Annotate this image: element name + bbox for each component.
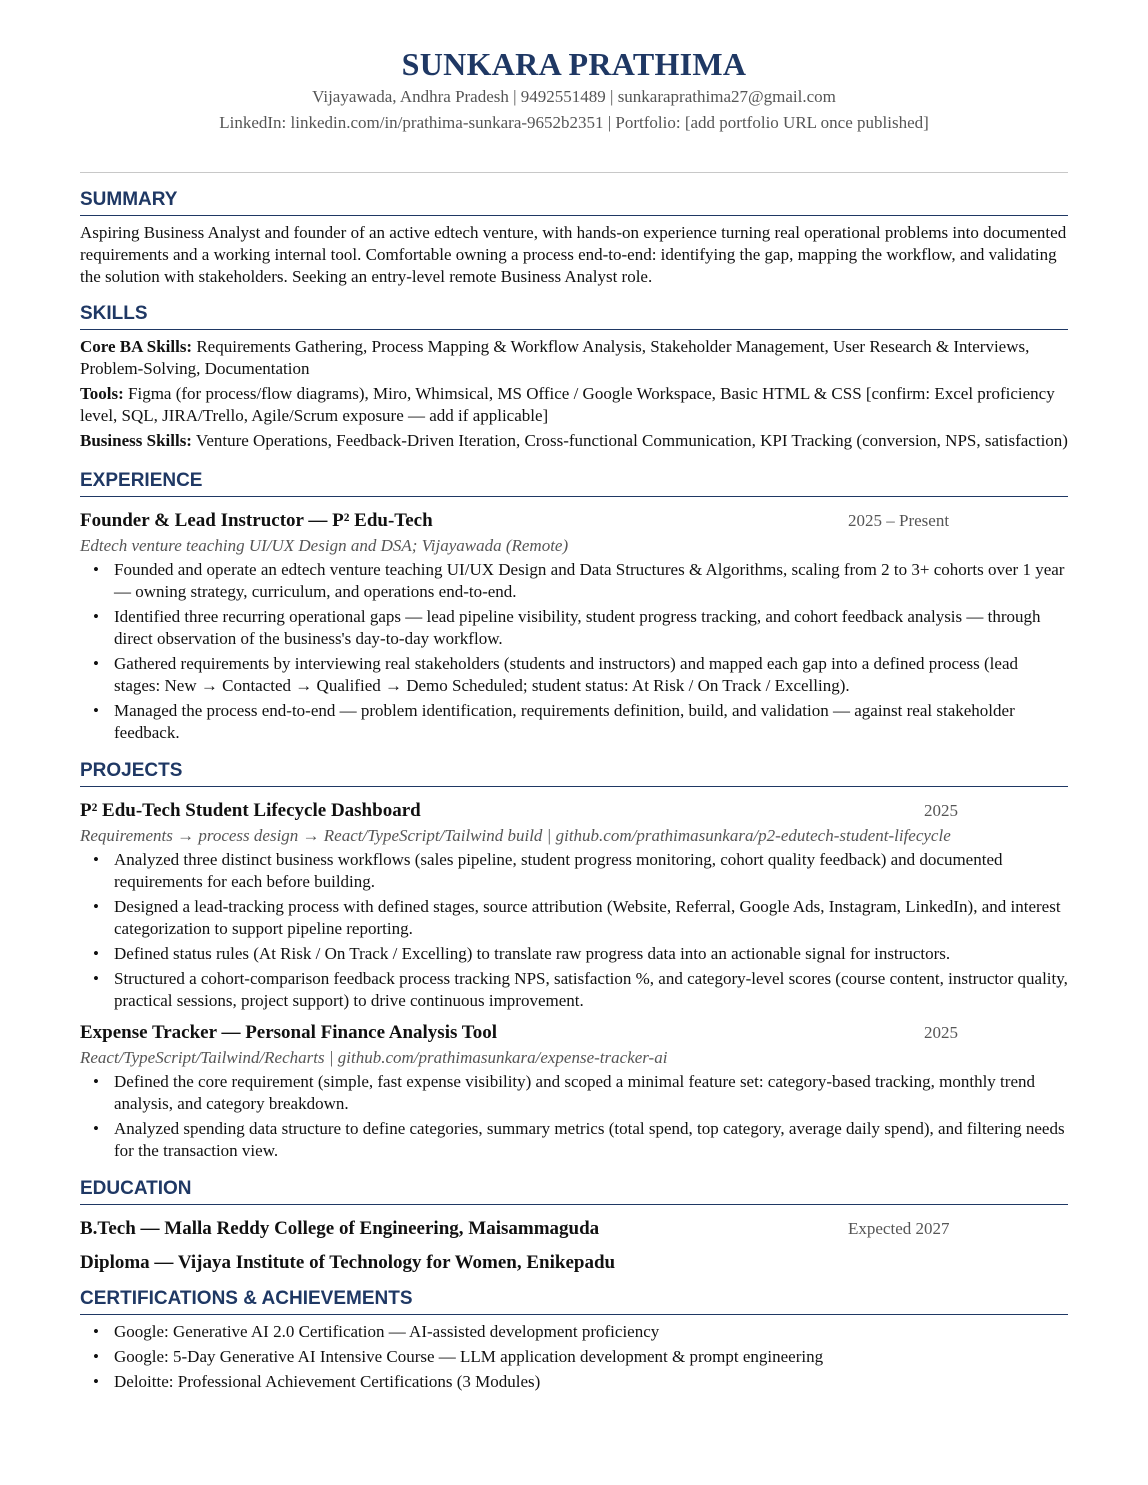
skills-heading: SKILLS <box>80 302 1068 330</box>
skill-text: Requirements Gathering, Process Mapping & Workflow Analysis, Stakeholder Management, User Research & Interviews, Problem-Solving, Documentation <box>80 337 1030 378</box>
project-bullets <box>80 849 1068 1012</box>
certifications-heading: CERTIFICATIONS & ACHIEVEMENTS <box>80 1287 1068 1315</box>
education-heading: EDUCATION <box>80 1177 1068 1205</box>
resume-header <box>0 0 1148 136</box>
skill-label: Core BA Skills: <box>80 337 193 356</box>
candidate-name: SUNKARA PRATHIMA <box>401 46 747 82</box>
certification-bullets <box>80 1321 1068 1393</box>
skill-label: Business Skills: <box>80 431 192 450</box>
project-date: 2025 <box>924 1023 958 1042</box>
project-name: P² Edu-Tech Student Lifecycle Dashboard <box>80 800 421 821</box>
list-item: • Analyzed spending data structure to define categories, summary metrics (total spend, top category, average daily spend), and filtering needs for the transaction view. <box>93 1119 1065 1160</box>
header-divider <box>80 172 1068 173</box>
resume-body <box>80 188 1068 1396</box>
education-degree: Diploma — Vijaya Institute of Technology for Women, Enikepadu <box>80 1252 616 1273</box>
project-subtitle: React/TypeScript/Tailwind/Recharts | github.com/prathimasunkara/expense-tracker-ai <box>80 1048 668 1067</box>
list-item: • Identified three recurring operational gaps — lead pipeline visibility, student progress tracking, and cohort feedback analysis — through direct observation of the business's day-to-day workflow. <box>93 607 1041 648</box>
list-item: • Gathered requirements by interviewing real stakeholders (students and instructors) and mapped each gap into a defined process (lead stages: New → Contacted → Qualified → Demo Scheduled; student status: At Risk / On Track / Excelling). <box>93 654 1018 695</box>
contact-line: Vijayawada, Andhra Pradesh | 9492551489 | sunkaraprathima27@gmail.com <box>312 87 836 106</box>
list-item: • Deloitte: Professional Achievement Certifications (3 Modules) <box>93 1372 541 1391</box>
skill-line-business <box>80 430 1068 452</box>
project-bullets <box>80 1071 1068 1162</box>
list-item: • Designed a lead-tracking process with defined stages, source attribution (Website, Referral, Google Ads, Instagram, LinkedIn), and interest categorization to support pipeline reporting. <box>93 897 1061 938</box>
list-item: • Defined the core requirement (simple, fast expense visibility) and scoped a minimal feature set: category-based tracking, monthly trend analysis, and category breakdown. <box>93 1072 1035 1113</box>
list-item: • Defined status rules (At Risk / On Track / Excelling) to translate raw progress data into an actionable signal for instructors. <box>93 944 951 963</box>
project-subtitle: Requirements → process design → React/TypeScript/Tailwind build | github.com/prathimasunkara/p2-edutech-student-lifecycle <box>80 826 951 845</box>
list-item: • Google: Generative AI 2.0 Certification — AI-assisted development proficiency <box>93 1322 660 1341</box>
skill-text: Venture Operations, Feedback-Driven Iteration, Cross-functional Communication, KPI Tracking (conversion, NPS, satisfaction) <box>191 431 1068 450</box>
list-item: • Analyzed three distinct business workflows (sales pipeline, student progress monitoring, cohort quality feedback) and documented requirements for each before building. <box>93 850 1003 891</box>
skill-line-tools <box>80 383 1068 427</box>
skill-line-core <box>80 336 1068 380</box>
education-row <box>80 1251 1068 1275</box>
project-date: 2025 <box>924 801 958 820</box>
list-item: • Managed the process end-to-end — problem identification, requirements definition, build, and validation — against real stakeholder feedback. <box>93 701 1015 742</box>
experience-date: 2025 – Present <box>848 511 950 530</box>
experience-heading: EXPERIENCE <box>80 469 1068 497</box>
experience-bullets <box>80 559 1068 744</box>
projects-heading: PROJECTS <box>80 759 1068 787</box>
list-item: • Structured a cohort-comparison feedback process tracking NPS, satisfaction %, and category-level scores (course content, instructor quality, practical sessions, project support) to drive continuous improvement. <box>93 969 1068 1010</box>
skill-label: Tools: <box>80 384 124 403</box>
experience-subtitle: Edtech venture teaching UI/UX Design and DSA; Vijayawada (Remote) <box>80 536 569 555</box>
skill-text: Figma (for process/flow diagrams), Miro, Whimsical, MS Office / Google Workspace, Basic HTML & CSS [confirm: Excel proficiency level, SQL, JIRA/Trello, Agile/Scrum exposure — add if applicable] <box>80 384 1055 425</box>
summary-heading: SUMMARY <box>80 188 1068 216</box>
education-date: Expected 2027 <box>848 1219 950 1238</box>
list-item: • Google: 5-Day Generative AI Intensive Course — LLM application development & prompt engineering <box>93 1347 824 1366</box>
list-item: • Founded and operate an edtech venture teaching UI/UX Design and Data Structures & Algorithms, scaling from 2 to 3+ cohorts over 1 year — owning strategy, curriculum, and operations end-to-end. <box>93 560 1065 601</box>
experience-role: Founder & Lead Instructor — P² Edu-Tech <box>80 510 433 531</box>
education-row <box>80 1217 1068 1241</box>
experience-role-row <box>80 509 1068 533</box>
summary-text: Aspiring Business Analyst and founder of an active edtech venture, with hands-on experience turning real operational problems into documented requirements and a working internal tool. Comfortable owning a process end-to-end: identifying the gap, mapping the workflow, and validating the solution with stakeholders. Seeking an entry-level remote Business Analyst role. <box>80 223 1067 286</box>
project-name: Expense Tracker — Personal Finance Analysis Tool <box>80 1022 497 1043</box>
links-line: LinkedIn: linkedin.com/in/prathima-sunkara-9652b2351 | Portfolio: [add portfolio URL once published] <box>219 113 929 132</box>
project-title-row <box>80 799 1068 823</box>
education-degree: B.Tech — Malla Reddy College of Engineering, Maisammaguda <box>80 1218 600 1239</box>
project-title-row <box>80 1021 1068 1045</box>
